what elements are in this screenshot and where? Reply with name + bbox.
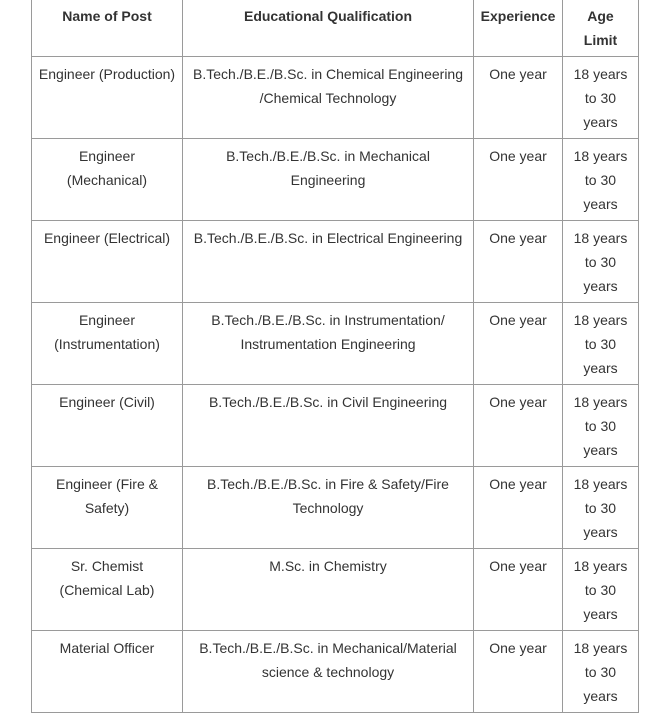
table-row [32, 385, 639, 467]
table-row [32, 467, 639, 549]
table-row [32, 139, 639, 221]
cell-post: Engineer (Instrumentation) [32, 303, 183, 385]
cell-age-limit: 18 years to 30 years [563, 57, 639, 139]
cell-qualification: B.Tech./B.E./B.Sc. in Instrumentation/ Instrumentation Engineering [183, 303, 474, 385]
recruitment-table [31, 0, 639, 713]
header-experience: Experience [474, 0, 563, 57]
cell-experience: One year [474, 467, 563, 549]
cell-age-limit: 18 years to 30 years [563, 139, 639, 221]
table-row [32, 303, 639, 385]
table-row [32, 631, 639, 713]
cell-qualification: B.Tech./B.E./B.Sc. in Electrical Engineering [183, 221, 474, 303]
table-header-row [32, 0, 639, 57]
cell-age-limit: 18 years to 30 years [563, 221, 639, 303]
cell-experience: One year [474, 549, 563, 631]
cell-qualification: B.Tech./B.E./B.Sc. in Chemical Engineering /Chemical Technology [183, 57, 474, 139]
cell-qualification: B.Tech./B.E./B.Sc. in Fire & Safety/Fire Technology [183, 467, 474, 549]
header-educational-qualification: Educational Qualification [183, 0, 474, 57]
table-row [32, 549, 639, 631]
table-row [32, 57, 639, 139]
header-name-of-post: Name of Post [32, 0, 183, 57]
cell-experience: One year [474, 221, 563, 303]
cell-post: Engineer (Mechanical) [32, 139, 183, 221]
cell-post: Material Officer [32, 631, 183, 713]
cell-experience: One year [474, 303, 563, 385]
cell-experience: One year [474, 57, 563, 139]
cell-qualification: M.Sc. in Chemistry [183, 549, 474, 631]
cell-age-limit: 18 years to 30 years [563, 385, 639, 467]
cell-post: Engineer (Electrical) [32, 221, 183, 303]
cell-age-limit: 18 years to 30 years [563, 303, 639, 385]
header-age-limit: Age Limit [563, 0, 639, 57]
cell-post: Engineer (Civil) [32, 385, 183, 467]
cell-experience: One year [474, 631, 563, 713]
cell-qualification: B.Tech./B.E./B.Sc. in Civil Engineering [183, 385, 474, 467]
cell-post: Engineer (Production) [32, 57, 183, 139]
table-row [32, 221, 639, 303]
cell-post: Engineer (Fire & Safety) [32, 467, 183, 549]
cell-experience: One year [474, 139, 563, 221]
cell-age-limit: 18 years to 30 years [563, 549, 639, 631]
cell-post: Sr. Chemist (Chemical Lab) [32, 549, 183, 631]
cell-age-limit: 18 years to 30 years [563, 467, 639, 549]
cell-age-limit: 18 years to 30 years [563, 631, 639, 713]
cell-qualification: B.Tech./B.E./B.Sc. in Mechanical Engineering [183, 139, 474, 221]
cell-experience: One year [474, 385, 563, 467]
cell-qualification: B.Tech./B.E./B.Sc. in Mechanical/Material science & technology [183, 631, 474, 713]
